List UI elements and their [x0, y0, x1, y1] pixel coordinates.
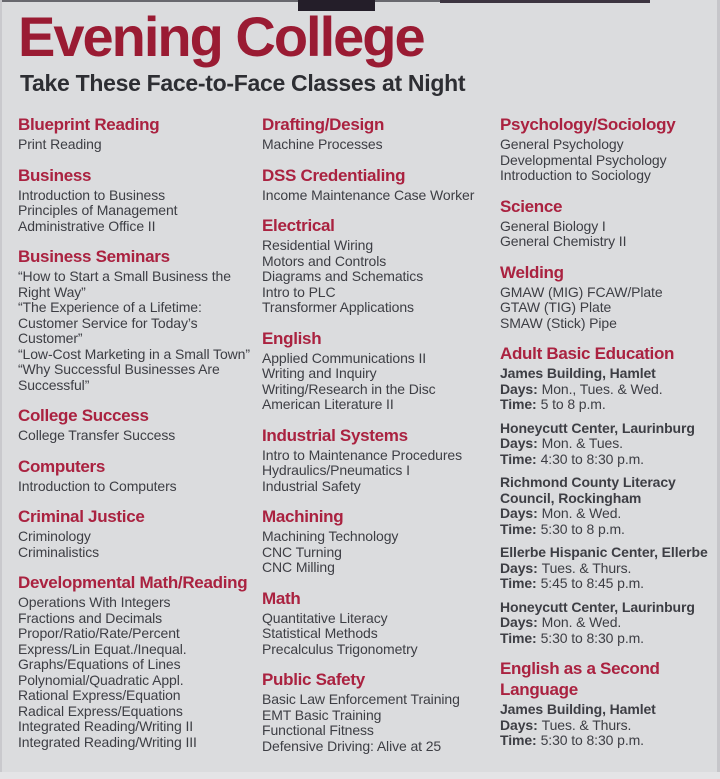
days-label: Days:	[500, 380, 538, 397]
column-1	[18, 114, 262, 766]
time-value: 5:30 to 8 p.m.	[540, 520, 625, 537]
time-label: Time:	[500, 396, 537, 413]
section-heading: English as a Second Language	[500, 659, 660, 700]
location-entry	[500, 545, 712, 592]
course-item: Express/Lin Equat./Inequal.	[18, 640, 187, 657]
course-item: “The Experience of a Lifetime: Customer Service for Today’s Customer”	[18, 299, 202, 347]
section-drafting-design	[262, 114, 486, 153]
location-entry	[500, 421, 712, 468]
column-2	[262, 114, 500, 766]
course-item: Transformer Applications	[262, 299, 414, 316]
course-item: Integrated Reading/Writing II	[18, 718, 194, 735]
section-heading: Computers	[18, 456, 106, 476]
days-value: Mon. & Wed.	[541, 505, 622, 522]
course-item: Principles of Management	[18, 202, 178, 219]
section-heading: DSS Credentialing	[262, 165, 406, 185]
time-line	[500, 631, 712, 647]
course-item: Writing/Research in the Disc	[262, 380, 436, 397]
days-value: Mon. & Wed.	[541, 614, 622, 631]
section-heading: Science	[500, 196, 563, 216]
section-heading: Criminal Justice	[18, 507, 145, 527]
course-item: General Biology I	[500, 217, 606, 234]
days-line	[500, 718, 712, 734]
course-item: Criminology	[18, 528, 91, 545]
section-electrical	[262, 215, 486, 316]
time-value: 5:45 to 8:45 p.m.	[540, 575, 644, 592]
days-label: Days:	[500, 716, 538, 733]
location-entry	[500, 600, 712, 647]
course-item: Functional Fitness	[262, 722, 374, 739]
section-developmental-math-reading	[18, 572, 250, 750]
course-item: Administrative Office II	[18, 217, 156, 234]
section-english-as-a-second-language	[500, 658, 712, 749]
course-item: American Literature II	[262, 396, 394, 413]
section-heading: Welding	[500, 262, 564, 282]
section-industrial-systems	[262, 425, 486, 495]
course-item: Defensive Driving: Alive at 25	[262, 737, 442, 754]
location-name: Richmond County Literacy Council, Rockingham	[500, 474, 676, 506]
days-label: Days:	[500, 614, 538, 631]
course-item: SMAW (Stick) Pipe	[500, 314, 617, 331]
time-value: 5:30 to 8:30 p.m.	[540, 732, 644, 749]
section-heading: Adult Basic Education	[500, 344, 675, 364]
days-value: Mon., Tues. & Wed.	[541, 380, 663, 397]
course-item: Graphs/Equations of Lines	[18, 656, 181, 673]
section-heading: Psychology/Sociology	[500, 115, 676, 135]
course-item: Diagrams and Schematics	[262, 268, 424, 285]
time-line	[500, 733, 712, 749]
course-item: Print Reading	[18, 136, 102, 153]
course-item: Basic Law Enforcement Training	[262, 691, 460, 708]
section-heading: Electrical	[262, 216, 335, 236]
section-heading: Business	[18, 165, 92, 185]
days-label: Days:	[500, 505, 538, 522]
location-name: Honeycutt Center, Laurinburg	[500, 598, 695, 615]
time-line	[500, 522, 712, 538]
time-label: Time:	[500, 450, 537, 467]
section-heading: Public Safety	[262, 670, 365, 690]
course-item: Introduction to Computers	[18, 477, 177, 494]
page-subtitle: Take These Face-to-Face Classes at Night	[20, 70, 466, 97]
course-item: Income Maintenance Case Worker	[262, 186, 475, 203]
course-item: EMT Basic Training	[262, 706, 382, 723]
column-3	[500, 114, 720, 766]
course-item: Rational Express/Equation	[18, 687, 181, 704]
time-value: 5:30 to 8:30 p.m.	[540, 629, 644, 646]
course-item: Introduction to Business	[18, 186, 166, 203]
course-item: GTAW (TIG) Plate	[500, 299, 612, 316]
time-value: 4:30 to 8:30 p.m.	[540, 450, 644, 467]
days-label: Days:	[500, 435, 538, 452]
section-criminal-justice	[18, 506, 250, 560]
days-value: Tues. & Thurs.	[541, 716, 632, 733]
course-item: Radical Express/Equations	[18, 702, 183, 719]
section-psychology-sociology	[500, 114, 712, 184]
section-heading: Machining	[262, 507, 344, 527]
location-name: Ellerbe Hispanic Center, Ellerbe	[500, 544, 708, 561]
course-item: Writing and Inquiry	[262, 365, 377, 382]
course-item: Intro to PLC	[262, 283, 336, 300]
course-item: Integrated Reading/Writing III	[18, 733, 197, 750]
section-business-seminars	[18, 246, 250, 393]
course-item: College Transfer Success	[18, 427, 176, 444]
section-heading: English	[262, 328, 322, 348]
days-line	[500, 615, 712, 631]
course-item: Precalculus Trigonometry	[262, 640, 418, 657]
section-dss-credentialing	[262, 165, 486, 204]
course-item: General Psychology	[500, 136, 624, 153]
course-item: Applied Communications II	[262, 349, 427, 366]
course-item: Fractions and Decimals	[18, 609, 163, 626]
columns	[18, 114, 720, 766]
course-item: Machine Processes	[262, 136, 383, 153]
days-line	[500, 506, 712, 522]
days-value: Tues. & Thurs.	[541, 559, 632, 576]
location-entry	[500, 702, 712, 749]
location-entry	[500, 366, 712, 413]
days-line	[500, 561, 712, 577]
course-item: Operations With Integers	[18, 594, 171, 611]
course-item: General Chemistry II	[500, 233, 627, 250]
course-item: Criminalistics	[18, 543, 100, 560]
section-heading: College Success	[18, 406, 149, 426]
time-label: Time:	[500, 575, 537, 592]
course-item: Quantitative Literacy	[262, 609, 388, 626]
section-machining	[262, 506, 486, 576]
section-college-success	[18, 405, 250, 444]
section-blueprint-reading	[18, 114, 250, 153]
time-line	[500, 397, 712, 413]
course-item: “Why Successful Businesses Are Successful”	[18, 361, 220, 393]
time-line	[500, 452, 712, 468]
page-title: Evening College	[18, 5, 424, 68]
section-heading: Business Seminars	[18, 247, 170, 267]
course-item: Polynomial/Quadratic Appl.	[18, 671, 184, 688]
time-label: Time:	[500, 520, 537, 537]
section-computers	[18, 456, 250, 495]
time-value: 5 to 8 p.m.	[540, 396, 606, 413]
days-label: Days:	[500, 559, 538, 576]
course-item: Industrial Safety	[262, 477, 361, 494]
section-public-safety	[262, 669, 486, 754]
section-math	[262, 588, 486, 658]
course-item: Hydraulics/Pneumatics I	[262, 462, 410, 479]
time-line	[500, 576, 712, 592]
course-item: Statistical Methods	[262, 625, 378, 642]
location-name: James Building, Hamlet	[500, 365, 656, 382]
section-heading: Drafting/Design	[262, 115, 385, 135]
location-name: James Building, Hamlet	[500, 701, 656, 718]
course-item: “Low-Cost Marketing in a Small Town”	[18, 345, 250, 362]
course-item: CNC Turning	[262, 543, 342, 560]
course-item: Residential Wiring	[262, 237, 374, 254]
section-adult-basic-education	[500, 343, 712, 646]
location-entry	[500, 475, 712, 537]
time-label: Time:	[500, 732, 537, 749]
location-name: Honeycutt Center, Laurinburg	[500, 419, 695, 436]
section-business	[18, 165, 250, 235]
section-heading: Blueprint Reading	[18, 115, 160, 135]
section-heading: Math	[262, 588, 301, 608]
course-item: Intro to Maintenance Procedures	[262, 446, 463, 463]
page-border-bottom	[0, 772, 720, 779]
course-item: Introduction to Sociology	[500, 167, 651, 184]
section-heading: Developmental Math/Reading	[18, 573, 248, 593]
course-item: “How to Start a Small Business the Right Way”	[18, 268, 231, 300]
days-line	[500, 436, 712, 452]
days-line	[500, 382, 712, 398]
section-heading: Industrial Systems	[262, 425, 408, 445]
section-english	[262, 328, 486, 413]
days-value: Mon. & Tues.	[541, 435, 623, 452]
course-item: Developmental Psychology	[500, 151, 667, 168]
course-item: GMAW (MIG) FCAW/Plate	[500, 283, 663, 300]
course-item: Motors and Controls	[262, 252, 387, 269]
time-label: Time:	[500, 629, 537, 646]
course-item: Machining Technology	[262, 528, 399, 545]
course-item: Propor/Ratio/Rate/Percent	[18, 625, 180, 642]
course-item: CNC Milling	[262, 559, 335, 576]
section-welding	[500, 262, 712, 332]
section-science	[500, 196, 712, 250]
